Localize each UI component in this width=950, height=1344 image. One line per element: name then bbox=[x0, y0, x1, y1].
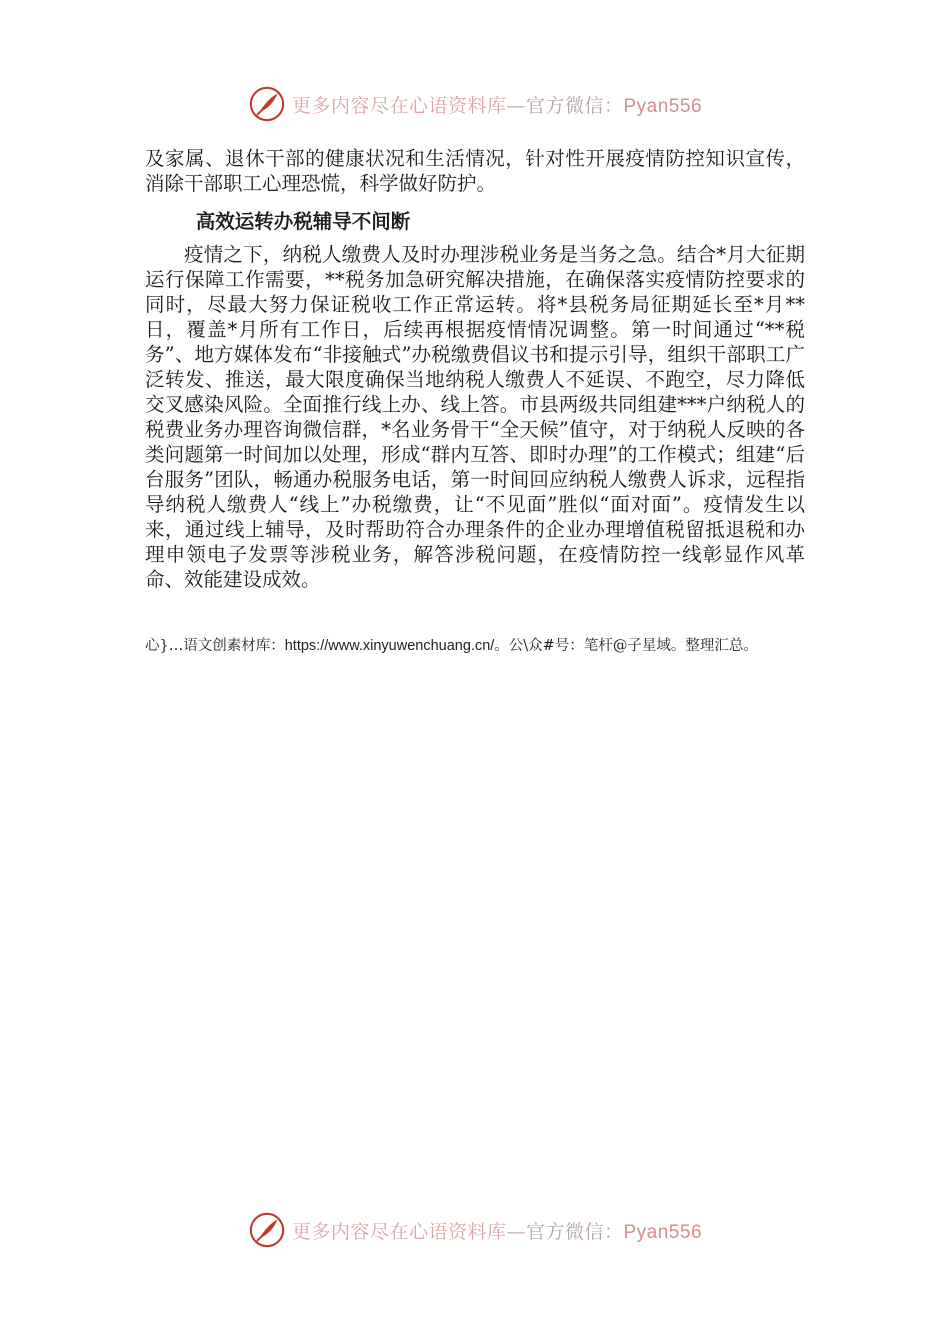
source-note: 心}…语文创素材库：https://www.xinyuwenchuang.cn/。公\众#号：笔杆@子星域。整理汇总。 bbox=[145, 638, 758, 654]
header-banner bbox=[0, 82, 950, 126]
quill-logo-icon bbox=[248, 1211, 286, 1249]
continued-paragraph: 及家属、退休干部的健康状况和生活情况，针对性开展疫情防控知识宣传，消除干部职工心理恐慌，科学做好防护。 bbox=[145, 147, 805, 195]
body-paragraph: 疫情之下，纳税人缴费人及时办理涉税业务是当务之急。结合*月大征期运行保障工作需要，**税务加急研究解决措施，在确保落实疫情防控要求的同时，尽最大努力保证税收工作正常运转。将*县税务局征期延长至*月**日，覆盖*月所有工作日，后续再根据疫情情况调整。第一时间通过“**税务”、地方媒体发布“非接触式”办税缴费倡议书和提示引导，组织干部职工广泛转发、推送，最大限度确保当地纳税人缴费人不延误、不跑空，尽力降低交叉感染风险。全面推行线上办、线上答。市县两级共同组建***户纳税人的税费业务办理咨询微信群，*名业务骨干“全天候”值守，对于纳税人反映的各类问题第一时间加以处理，形成“群内互答、即时办理”的工作模式；组建“后台服务”团队，畅通办税服务电话，第一时间回应纳税人缴费人诉求，远程指导纳税人缴费人“线上”办税缴费，让“不见面”胜似“面对面”。疫情发生以来，通过线上辅导，及时帮助符合办理条件的企业办理增值税留抵退税和办理申领电子发票等涉税业务，解答涉税问题，在疫情防控一线彰显作风革命、效能建设成效。 bbox=[145, 243, 805, 591]
document-body bbox=[145, 146, 805, 592]
banner-text: 更多内容尽在心语资料库—官方微信：Pyan556 bbox=[291, 1220, 703, 1243]
section-heading: 高效运转办税辅导不间断 bbox=[195, 210, 411, 233]
quill-logo-icon bbox=[248, 85, 286, 123]
banner-text: 更多内容尽在心语资料库—官方微信：Pyan556 bbox=[291, 94, 703, 117]
source-url: https://www.xinyuwenchuang.cn/ bbox=[284, 638, 495, 654]
footer-banner bbox=[0, 1208, 950, 1252]
